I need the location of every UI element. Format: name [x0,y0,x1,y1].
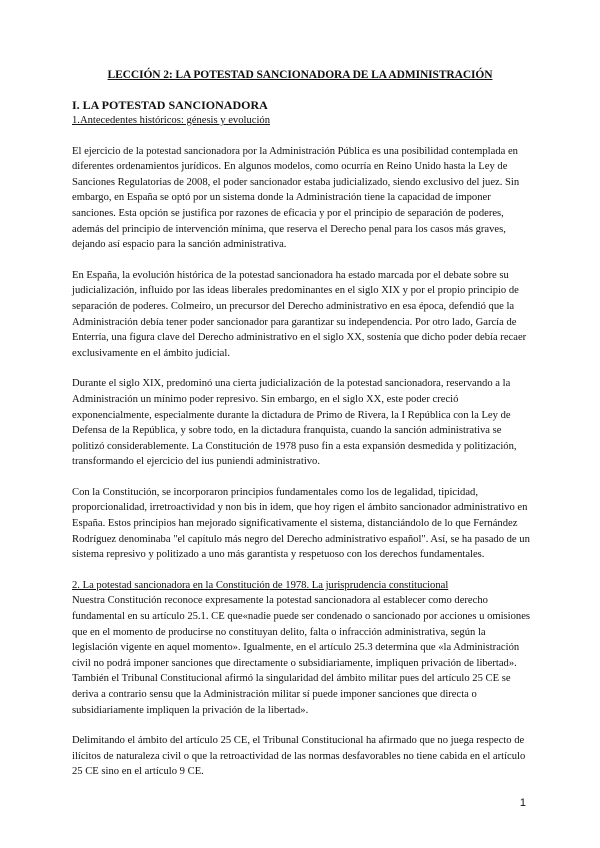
paragraph-spacer [72,361,533,376]
subsection-heading: 2. La potestad sancionadora en la Constitución de 1978. La jurisprudencia constitucional [72,579,449,591]
paragraph: Nuestra Constitución reconoce expresamente la potestad sancionadora al establecer como derecho fundamental en su artículo 25.1. CE que«nadie puede ser condenado o sancionado por acciones u omisiones que en el momento de producirse no constituyan delito, falta o infracción administrativa, según la legislación vigente en aquel momento». Igualmente, en el artículo 25.3 determina que «la Administración civil no podrá imponer sanciones que directamente o subsidiariamente, impliquen privación de libertad». También el Tribunal Constitucional afirmó la singularidad del ámbito militar pues del artículo 25 CE se deriva a contrario sensu que la Administración militar sí puede imponer sanciones que directa o subsidiariamente impliquen la privación de la libertad». [72,595,531,716]
paragraph-spacer [72,129,533,144]
page-number: 1 [519,797,526,809]
paragraph: En España, la evolución histórica de la potestad sancionadora ha estado marcada por el debate sobre su judicialización, influido por las ideas liberales predominantes en el siglo XIX y por el propio principio de separación de poderes. Colmeiro, un precursor del Derecho administrativo en esa época, defendió que la Administración debía tener poder sancionador para garantizar su independencia. Por otro lado, García de Enterría, una figura clave del Derecho administrativo en el siglo XX, sostenía que dicho poder debía recaer exclusivamente en el ámbito judicial. [72,269,527,359]
section-heading: I. LA POTESTAD SANCIONADORA [72,98,268,112]
paragraph-spacer [72,563,533,578]
paragraph: Durante el siglo XIX, predominó una cierta judicialización de la potestad sancionadora, reservando a la Administración un mínimo poder represivo. Sin embargo, en el siglo XX, este poder creció exponencialmente, especialmente durante la dictadura de Primo de Rivera, la I República con la Ley de Defensa de la República, y sobre todo, en la dictadura franquista, cuando la sanción administrativa se politizó considerablemente. La Constitución de 1978 puso fin a esta expansión desmedida y politización, transformando el ejercicio del ius puniendi administrativo. [72,378,517,468]
document-title: LECCIÓN 2: LA POTESTAD SANCIONADORA DE LA ADMINISTRACIÓN [107,69,493,81]
paragraph-spacer [72,718,533,733]
paragraph: Con la Constitución, se incorporaron principios fundamentales como los de legalidad, tipicidad, proporcionalidad, irretroactividad y non bis in idem, que hoy rigen el ámbito sancionador administrativo en España. Estos principios han mejorado significativamente el sistema, distanciándolo de lo que Fernández Rodríguez denominaba "el capítulo más negro del Derecho administrativo español". Así, se ha pasado de un sistema represivo y politizado a uno más garantista y respetuoso con los derechos fundamentales. [72,486,530,561]
subsection-heading: 1.Antecedentes históricos: génesis y evolución [72,115,270,126]
paragraph: El ejercicio de la potestad sancionadora por la Administración Pública es una posibilidad contemplada en diferentes ordenamientos jurídicos. En algunos modelos, como ocurría en Reino Unido hasta la Ley de Sanciones Regulatorias de 2008, el poder sancionador estaba judicializado, siendo exclusivo del juez. Sin embargo, en España se optó por un sistema donde la Administración tiene la capacidad de imponer sanciones. Esta opción se justifica por razones de eficacia y por el principio de separación de poderes, además del principio de intervención mínima, que reserva el Derecho penal para los casos más graves, dejando así espacio para la sanción administrativa. [72,145,520,251]
paragraph-spacer [72,253,533,268]
paragraph-spacer [72,470,533,485]
paragraph: Delimitando el ámbito del artículo 25 CE, el Tribunal Constitucional ha afirmado que no juega respecto de ilícitos de naturaleza civil o que la retroactividad de las normas desfavorables no tiene cabida en el artículo 25 CE sino en el artículo 9 CE. [72,735,526,778]
document-body [72,97,533,780]
